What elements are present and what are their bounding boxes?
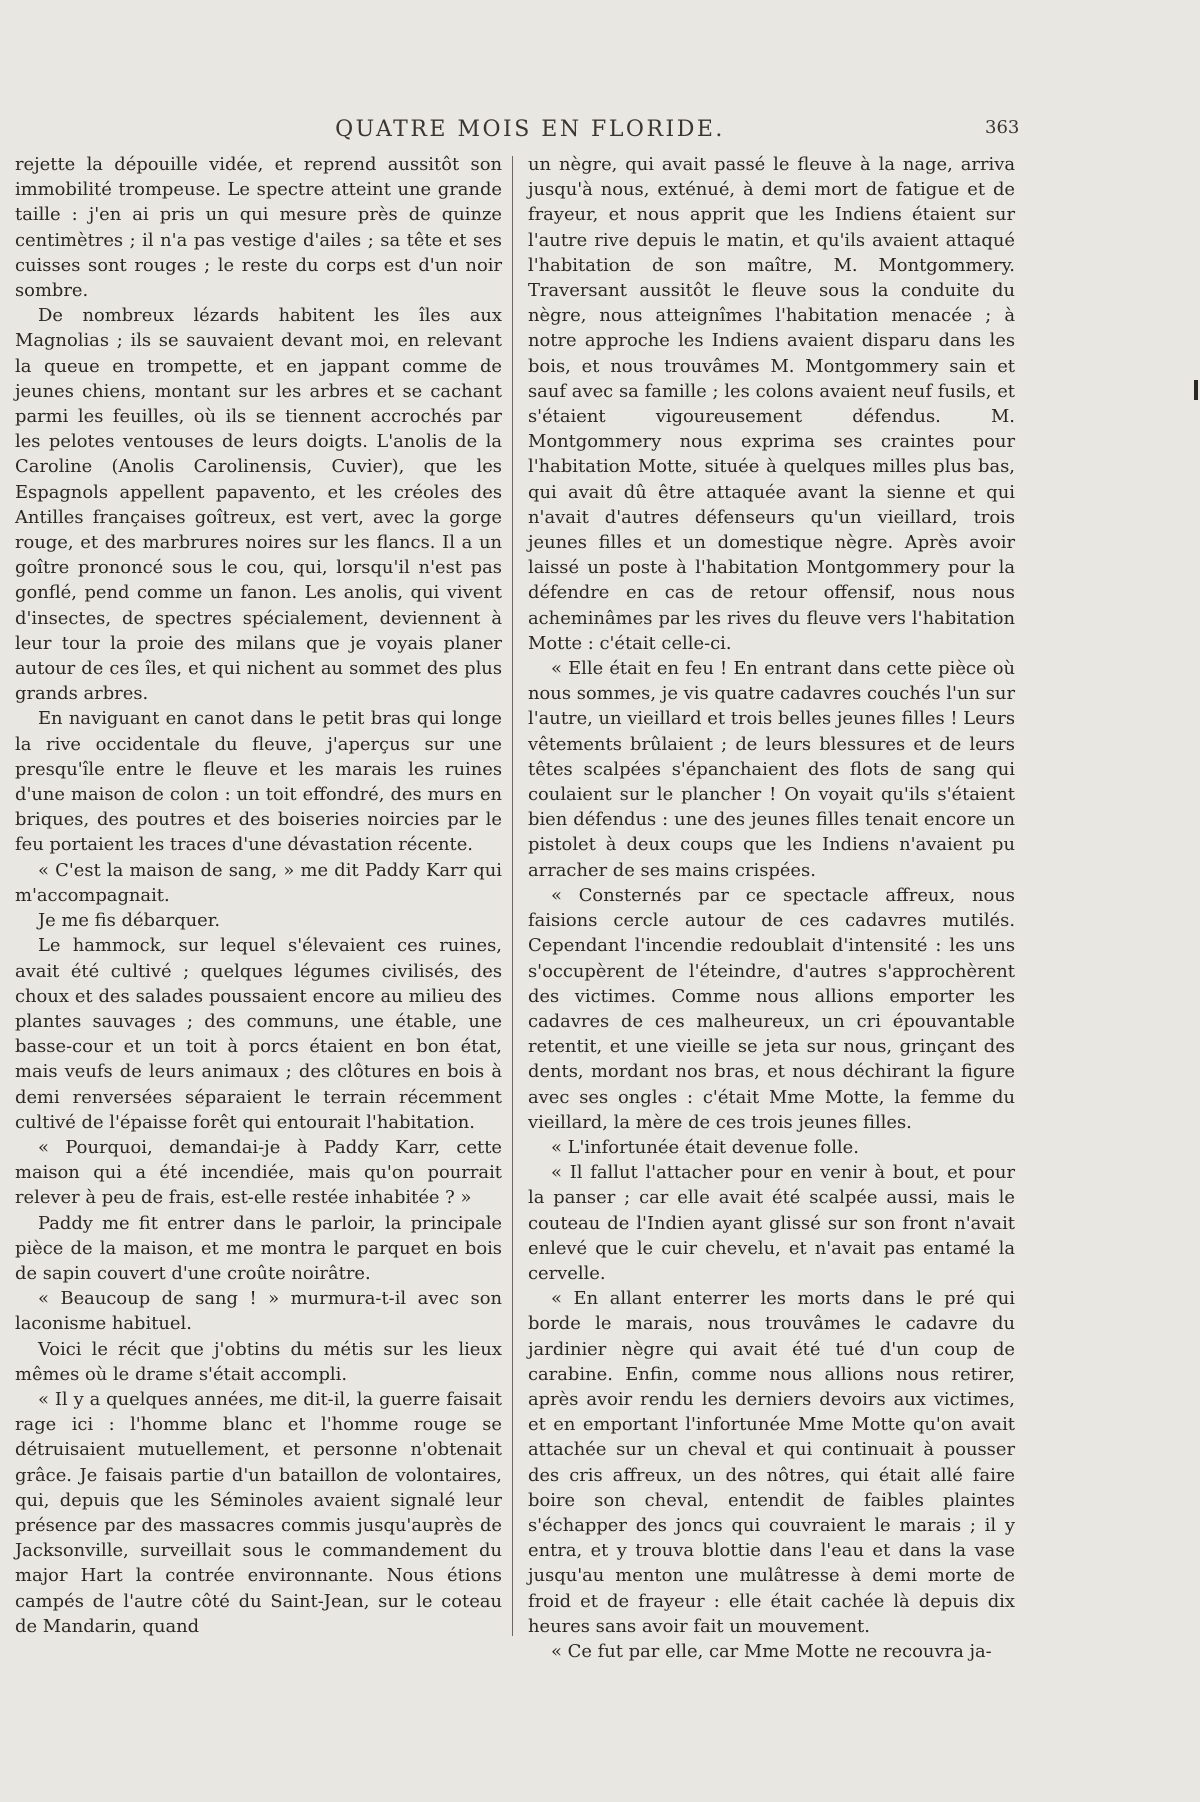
paragraph: « Elle était en feu ! En entrant dans cette pièce où nous sommes, je vis quatre cadavres couchés l'un sur l'autre, un vieillard et trois belles jeunes filles ! Leurs vêtements brûlaient ; de leurs blessures et de leurs têtes scalpées s'épanchaient des flots de sang qui coulaient sur le plancher ! On voyait qu'ils s'étaient bien défendus : une des jeunes filles tenait encore un pistolet à deux coups que les Indiens n'avaient pu arracher de ses mains crispées. [528,658,1015,881]
paragraph: « C'est la maison de sang, » me dit Paddy Karr qui m'accompagnait. [15,859,502,906]
paragraph: « Il fallut l'attacher pour en venir à bout, et pour la panser ; car elle avait été scalpée aussi, mais le couteau de l'Indien ayant glissé sur son front n'avait enlevé que le cuir chevelu, et n'avait pas entamé la cervelle. [528,1162,1015,1284]
paragraph: « Beaucoup de sang ! » murmura-t-il avec son laconisme habituel. [15,1288,502,1335]
paragraph: un nègre, qui avait passé le fleuve à la nage, arriva jusqu'à nous, exténué, à demi mort de fatigue et de frayeur, et nous apprit que les Indiens étaient sur l'autre rive depuis le matin, et qu'ils avaient attaqué l'habitation de son maître, M. Montgommery. Traversant aussitôt le fleuve sous la conduite du nègre, nous atteignîmes l'habitation menacée ; à notre approche les Indiens avaient disparu dans les bois, et nous trouvâmes M. Montgommery sain et sauf avec sa famille ; les colons avaient neuf fusils, et s'étaient vigoureusement défendus. M. Montgommery nous exprima ses craintes pour l'habitation Motte, située à quelques milles plus bas, qui avait dû être attaquée avant la sienne et qui n'avait d'autres défenseurs qu'un vieillard, trois jeunes filles et un domestique nègre. Après avoir laissé un poste à l'habitation Montgommery pour la défendre en cas de retour offensif, nous nous acheminâmes par les rives du fleuve vers l'habitation Motte : c'était celle-ci. [528,154,1015,654]
paragraph: Je me fis débarquer. [38,910,221,932]
paragraph: Le hammock, sur lequel s'élevaient ces ruines, avait été cultivé ; quelques légumes civilisés, des choux et des salades poussaient encore au milieu des plantes sauvages ; des communs, une étable, une basse-cour et un toit à porcs étaient en bon état, mais veufs de leurs animaux ; des clôtures en bois à demi renversées séparaient le terrain récemment cultivé de l'épaisse forêt qui entourait l'habitation. [15,935,502,1133]
paragraph: « Pourquoi, demandai-je à Paddy Karr, cette maison qui a été incendiée, mais qu'on pourrait relever à peu de frais, est-elle restée inhabitée ? » [15,1136,502,1209]
paragraph: « Il y a quelques années, me dit-il, la guerre faisait rage ici : l'homme blanc et l'homme rouge se détruisaient mutuellement, et personne n'obtenait grâce. Je faisais partie d'un bataillon de volontaires, qui, depuis que les Séminoles avaient signalé leur présence par des massacres commis jusqu'auprès de Jacksonville, surveillait sous le commandement du major Hart la contrée environnante. Nous étions campés de l'autre côté du Saint-Jean, sur le coteau de Mandarin, quand [15,1388,502,1637]
right-column [528,152,1015,1664]
paragraph: « En allant enterrer les morts dans le pré qui borde le marais, nous trouvâmes le cadavre du jardinier nègre qui avait été tué d'un coup de carabine. Enfin, comme nous allions nous retirer, après avoir rendu les derniers devoirs aux victimes, et en emportant l'infortunée Mme Motte qu'on avait attachée sur un cheval et qui continuait à pousser des cris affreux, un des nôtres, qui était allé faire boire son cheval, entendit de faibles plaintes s'échapper des joncs qui couvraient le marais ; il y entra, et y trouva blottie dans l'eau et dans la vase jusqu'au menton une mulâtresse à demi morte de froid et de frayeur : elle était cachée là depuis dix heures sans avoir fait un mouvement. [528,1288,1015,1637]
paragraph: En naviguant en canot dans le petit bras qui longe la rive occidentale du fleuve, j'aperçus sur une presqu'île entre le fleuve et les marais les ruines d'une maison de colon : un toit effondré, des murs en briques, des poutres et des boiseries noircies par le feu portaient les traces d'une dévastation récente. [15,708,502,856]
left-column [15,152,502,1639]
paragraph: « L'infortunée était devenue folle. [551,1136,859,1158]
paragraph: rejette la dépouille vidée, et reprend aussitôt son immobilité trompeuse. Le spectre atteint une grande taille : j'en ai pris un qui mesure près de quinze centimètres ; il n'a pas vestige d'ailes ; sa tête et ses cuisses sont rouges ; le reste du corps est d'un noir sombre. [15,154,502,302]
paragraph: « Consternés par ce spectacle affreux, nous faisions cercle autour de ces cadavres mutilés. Cependant l'incendie redoublait d'intensité : les uns s'occupèrent de l'éteindre, d'autres s'approchèrent des victimes. Comme nous allions emporter les cadavres de ces malheureux, un cri épouvantable retentit, et une vieille se jeta sur nous, grinçant des dents, mordant nos bras, et nous déchirant la figure avec ses ongles : c'était Mme Motte, la femme du vieillard, la mère de ces trois jeunes filles. [528,884,1015,1133]
running-title: QUATRE MOIS EN FLORIDE. [335,117,725,142]
column-divider [512,156,513,1636]
paragraph: « Ce fut par elle, car Mme Motte ne recouvra ja- [551,1640,992,1662]
page-number: 363 [985,117,1020,138]
paragraph: Voici le récit que j'obtins du métis sur les lieux mêmes où le drame s'était accompli. [15,1338,502,1385]
running-head [0,117,1200,147]
paragraph: De nombreux lézards habitent les îles aux Magnolias ; ils se sauvaient devant moi, en relevant la queue en trompette, et en jappant comme de jeunes chiens, montant sur les arbres et se cachant parmi les feuilles, où ils se tiennent accrochés par les pelotes ventouses de leurs doigts. L'anolis de la Caroline (Anolis Carolinensis, Cuvier), que les Espagnols appellent papavento, et les créoles des Antilles françaises goîtreux, est vert, avec la gorge rouge, et des marbrures noires sur les flancs. Il a un goître prononcé sous le cou, qui, lorsqu'il n'est pas gonflé, pend comme un fanon. Les anolis, qui vivent d'insectes, de spectres spécialement, deviennent à leur tour la proie des milans que je voyais planer autour de ces îles, et qui nichent au sommet des plus grands arbres. [15,305,502,705]
scan-mark [1194,380,1198,400]
paragraph: Paddy me fit entrer dans le parloir, la principale pièce de la maison, et me montra le parquet en bois de sapin couvert d'une croûte noirâtre. [15,1212,502,1284]
